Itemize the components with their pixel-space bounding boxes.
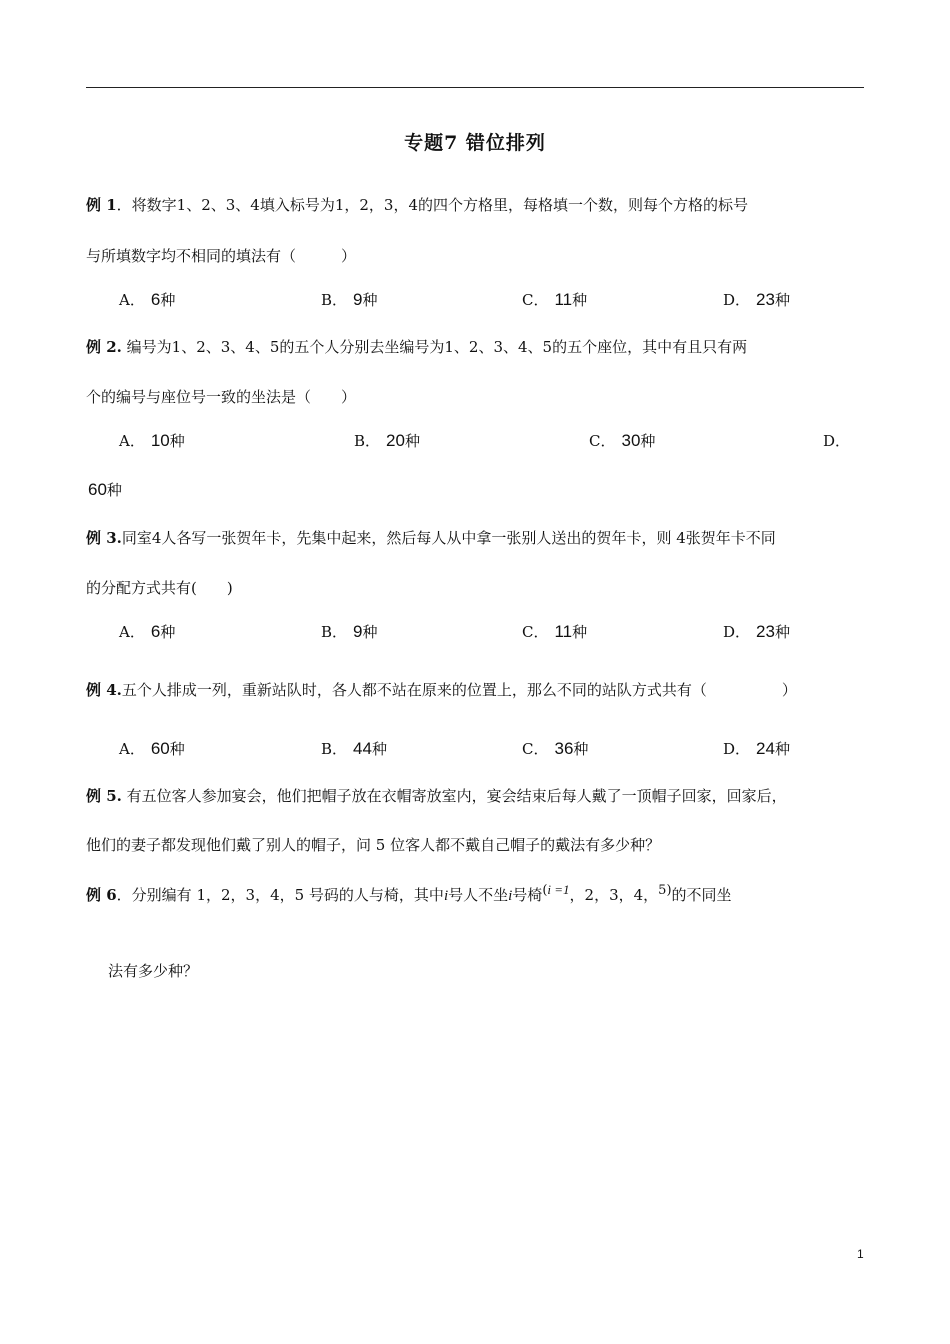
problem-6-line-2: 法有多少种？ (108, 962, 199, 980)
option-d-letter: D． (823, 432, 851, 450)
option-c: C． 11种 (522, 290, 588, 309)
option-d: D． 24种 (723, 739, 790, 758)
problem-4-line-1 (86, 679, 797, 700)
option-c: C． 11种 (522, 622, 588, 641)
option-a: A． 6种 (119, 290, 176, 309)
problem-text: 五个人排成一列，重新站队时，各人都不站在原来的位置上，那么不同的站队方式共有（ ） (121, 681, 797, 699)
option-d: D． 23种 (723, 622, 790, 641)
variable-i: i (508, 888, 513, 904)
option-b: B． 9种 (321, 622, 378, 641)
variable-i: i (443, 888, 449, 904)
problem-text: 有五位客人参加宴会，他们把帽子放在衣帽寄放室内，宴会结束后每人戴了一顶帽子回家，回家后， (121, 787, 787, 805)
page-number: 1 (857, 1247, 864, 1261)
option-d: D． 23种 (723, 290, 790, 309)
problem-text: 同室4人各写一张贺年卡，先集中起来，然后每人从中拿一张别人送出的贺年卡，则 4张贺年卡不同 (121, 529, 776, 547)
problem-label: 例 1 (86, 196, 117, 214)
option-d-value: 60种 (88, 480, 122, 499)
problem-label: 例 4. (86, 681, 122, 699)
problem-1-line-2: 与所填数字均不相同的填法有（ ） (86, 247, 357, 265)
problem-label: 例 3. (86, 529, 122, 547)
problem-5-line-2: 他们的妻子都发现他们戴了别人的帽子，问 5 位客人都不戴自己帽子的戴法有多少种？ (86, 836, 661, 854)
problem-text: ．将数字1、2、3、4填入标号为1，2，3，4的四个方格里，每格填一个数，则每个方格的标号 (116, 196, 749, 214)
problem-text: 编号为1、2、3、4、5的五个人分别去坐编号为1、2、3、4、5的五个座位，其中有且只有两 (121, 338, 748, 356)
page-title: 专题7 错位排列 (404, 132, 546, 154)
header-rule (86, 87, 864, 88)
problem-2-line-2: 个的编号与座位号一致的坐法是（ ） (86, 388, 357, 406)
problem-label: 例 5. (86, 787, 122, 805)
problem-3-line-1 (86, 527, 776, 548)
option-b: B． 20种 (354, 431, 420, 450)
option-a: A． 10种 (119, 431, 185, 450)
option-a: A． 6种 (119, 622, 176, 641)
option-c: C． 36种 (522, 739, 589, 758)
problem-label: 例 2. (86, 338, 122, 356)
problem-6-line-1: 例 6．分别编有 1，2，3，4，5 号码的人与椅，其中i号人不坐i号椅(i =1，2，3，4，5)的不同坐 (86, 882, 732, 904)
problem-5-line-1 (86, 785, 787, 806)
option-b: B． 9种 (321, 290, 378, 309)
problem-1-line-1 (86, 194, 748, 215)
option-a: A． 60种 (119, 739, 185, 758)
problem-2-line-1 (86, 336, 747, 357)
problem-3-line-2: 的分配方式共有( ) (86, 579, 233, 597)
option-c: C． 30种 (589, 431, 656, 450)
option-b: B． 44种 (321, 739, 387, 758)
problem-label: 例 6 (86, 886, 117, 904)
